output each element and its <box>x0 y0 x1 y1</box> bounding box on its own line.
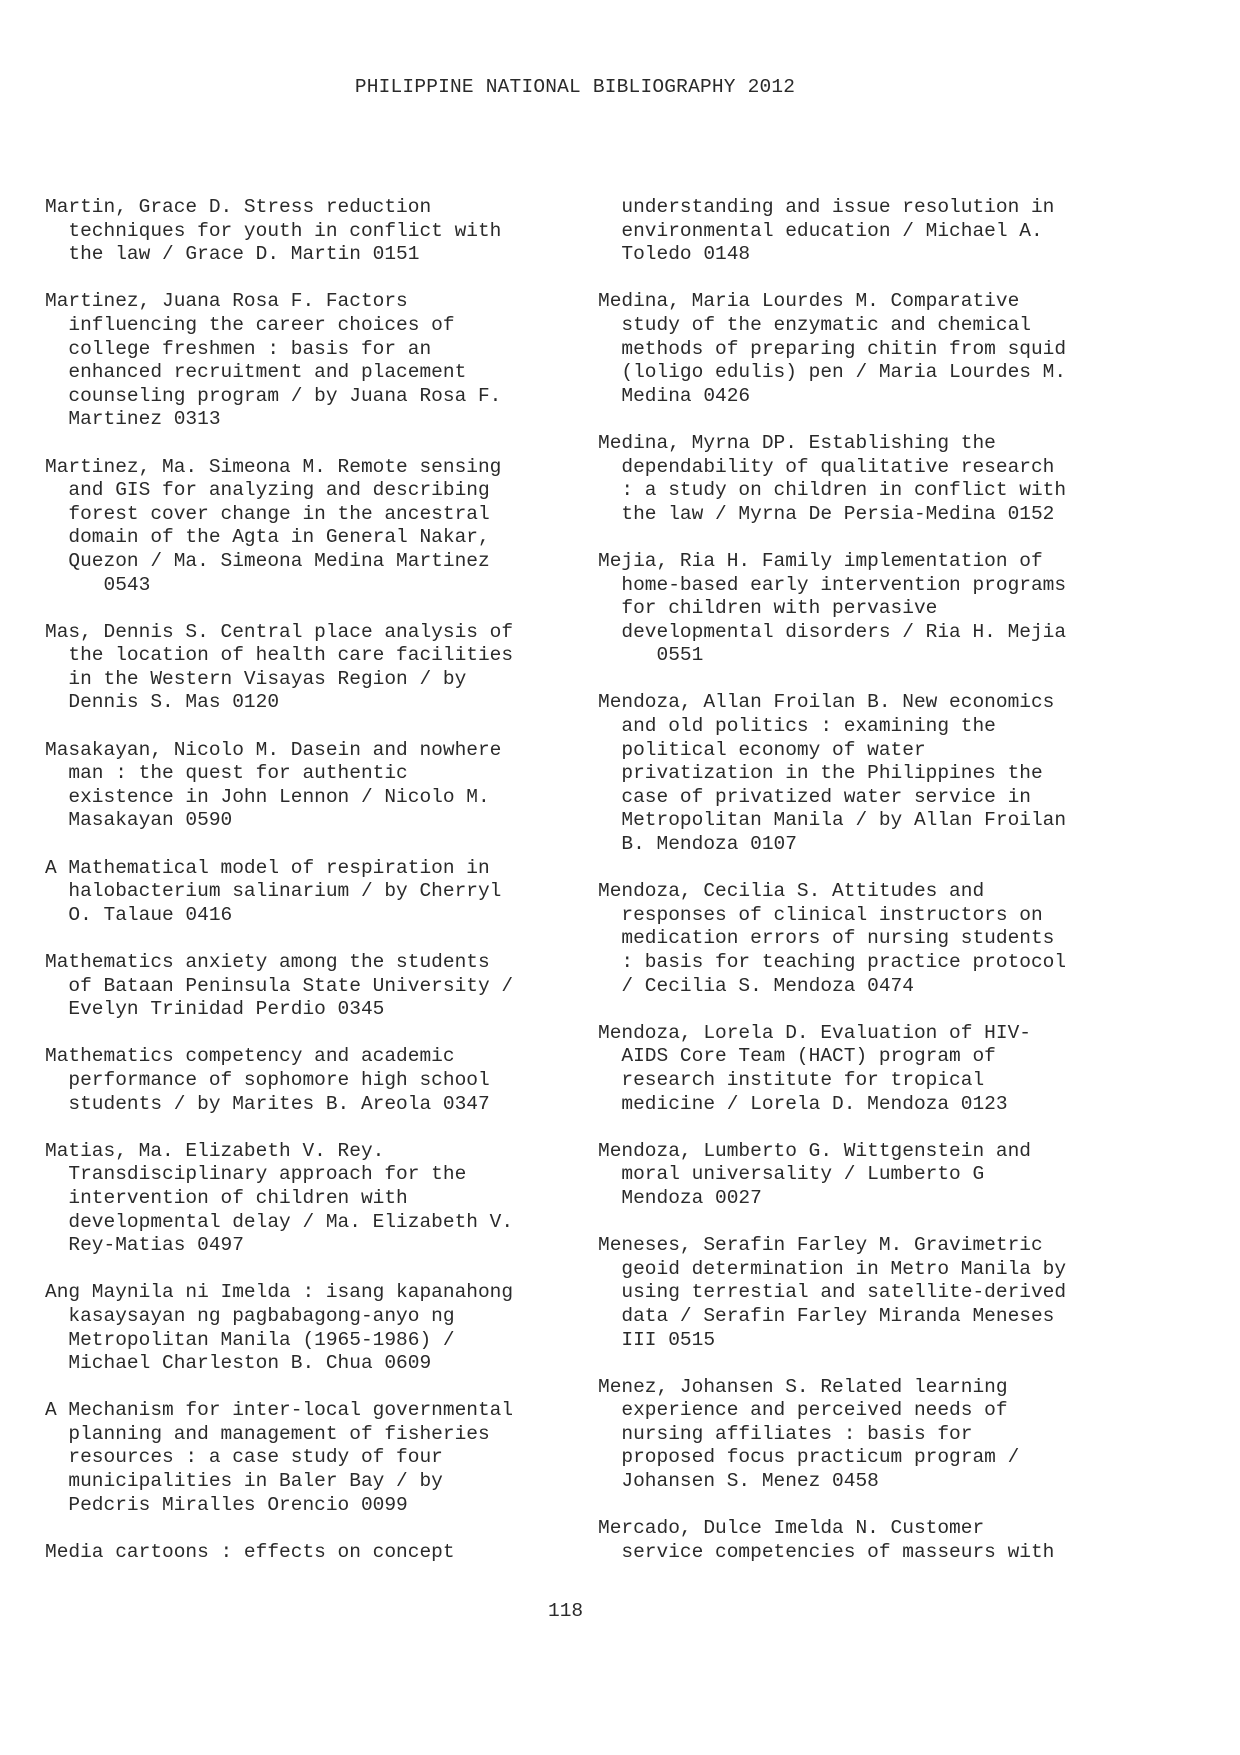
bibliography-entry: Medina, Maria Lourdes M. Comparative study of the enzymatic and chemical methods of preparing chitin from squid (loligo edulis) pen / Maria Lourdes M. Medina 0426 <box>598 290 1067 407</box>
bibliography-entry: Mas, Dennis S. Central place analysis of the location of health care facilities in the Western Visayas Region / by Dennis S. Mas 0120 <box>45 620 514 714</box>
bibliography-entry: Matias, Ma. Elizabeth V. Rey. Transdisciplinary approach for the intervention of children with developmental delay / Ma. Elizabeth V. Rey-Matias 0497 <box>45 1139 514 1257</box>
bibliography-entry: Martin, Grace D. Stress reduction techniques for youth in conflict with the law / Grace D. Martin 0151 <box>45 196 502 266</box>
bibliography-entry: Menez, Johansen S. Related learning experience and perceived needs of nursing affiliates : basis for proposed focus practicum program / Johansen S. Menez 0458 <box>598 1375 1020 1493</box>
page-number: 118 <box>548 1600 584 1622</box>
bibliography-entry: A Mechanism for inter-local governmental planning and management of fisheries resources : a case study of four municipalities in Baler Bay / by Pedcris Miralles Orencio 0099 <box>45 1399 514 1516</box>
bibliography-entry: Mathematics competency and academic performance of sophomore high school students / by Marites B. Areola 0347 <box>45 1045 490 1115</box>
bibliography-entry: Martinez, Juana Rosa F. Factors influencing the career choices of college freshmen : basis for an enhanced recruitment and placement counseling program / by Juana Rosa F. Martinez 0313 <box>45 290 502 431</box>
bibliography-entry: Mathematics anxiety among the students of Bataan Peninsula State University / Evelyn Trinidad Perdio 0345 <box>45 951 514 1021</box>
bibliography-entry: Medina, Myrna DP. Establishing the dependability of qualitative research : a study on children in conflict with the law / Myrna De Persia-Medina 0152 <box>598 431 1067 525</box>
left-column <box>45 196 565 1588</box>
right-column <box>598 196 1118 1588</box>
bibliography-entry: Masakayan, Nicolo M. Dasein and nowhere man : the quest for authentic existence in John Lennon / Nicolo M. Masakayan 0590 <box>45 738 502 832</box>
bibliography-entry: Mendoza, Cecilia S. Attitudes and responses of clinical instructors on medication errors of nursing students : basis for teaching practice protocol / Cecilia S. Mendoza 0474 <box>598 880 1067 997</box>
bibliography-entry: Mercado, Dulce Imelda N. Customer service competencies of masseurs with <box>598 1517 1055 1563</box>
bibliography-entry: Ang Maynila ni Imelda : isang kapanahong kasaysayan ng pagbabagong-anyo ng Metropolitan Manila (1965-1986) / Michael Charleston B. Chua 0609 <box>45 1281 514 1375</box>
bibliography-entry: A Mathematical model of respiration in halobacterium salinarium / by Cherryl O. Talaue 0416 <box>45 856 502 926</box>
bibliography-entry: Media cartoons : effects on concept <box>45 1540 455 1563</box>
bibliography-entry: Mendoza, Lumberto G. Wittgenstein and moral universality / Lumberto G Mendoza 0027 <box>598 1139 1031 1209</box>
bibliography-entry: Meneses, Serafin Farley M. Gravimetric geoid determination in Metro Manila by using terrestial and satellite-derived data / Serafin Farley Miranda Meneses III 0515 <box>598 1234 1067 1351</box>
bibliography-entry: Mejia, Ria H. Family implementation of home-based early intervention programs for children with pervasive developmental disorders / Ria H. Mejia 0551 <box>598 549 1067 667</box>
bibliography-entry: Martinez, Ma. Simeona M. Remote sensing and GIS for analyzing and describing forest cover change in the ancestral domain of the Agta in General Nakar, Quezon / Ma. Simeona Medina Martinez 0543 <box>45 455 502 596</box>
bibliography-entry-continued: understanding and issue resolution in environmental education / Michael A. Toledo 0148 <box>621 196 1055 266</box>
bibliography-entry: Mendoza, Lorela D. Evaluation of HIV- AIDS Core Team (HACT) program of research institute for tropical medicine / Lorela D. Mendoza 0123 <box>598 1021 1031 1115</box>
bibliography-entry: Mendoza, Allan Froilan B. New economics and old politics : examining the political economy of water privatization in the Philippines the case of privatized water service in Metropolitan Manila / by Allan Froilan B. Mendoza 0107 <box>598 691 1067 856</box>
running-head: PHILIPPINE NATIONAL BIBLIOGRAPHY 2012 <box>354 76 796 98</box>
